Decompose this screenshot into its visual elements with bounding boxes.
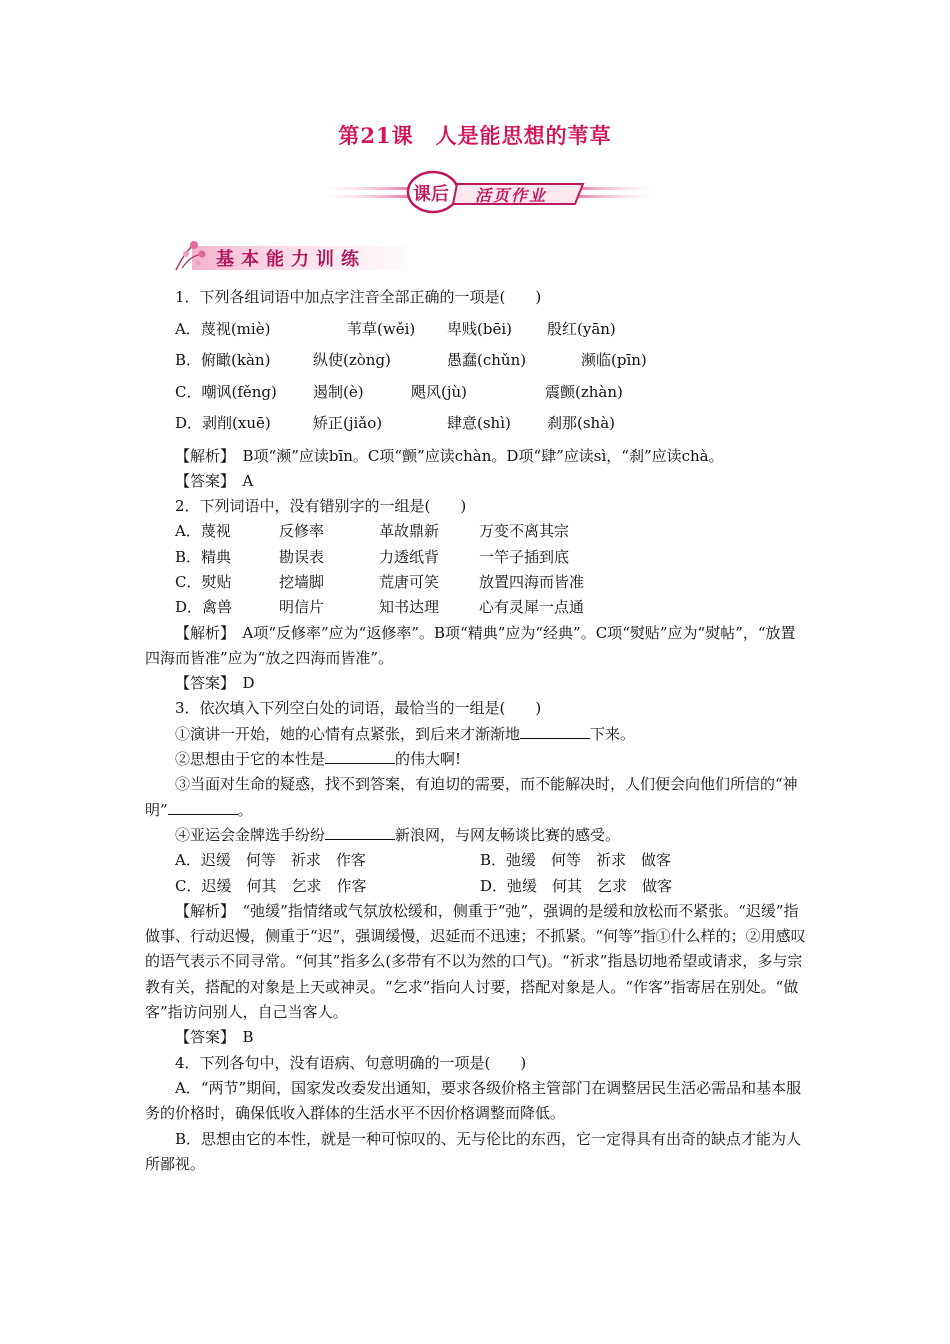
question-4-option-a: A．“两节”期间，国家发改委发出通知，要求各级价格主管部门在调整居民生活必需品和基本服务的价格时，确保低收入群体的生活水平不因价格调整而降低。	[145, 1078, 802, 1123]
question-3-options-ab: A．迟缓 何等 祈求 作客 B．弛缓 何等 祈求 做客	[175, 851, 672, 870]
question-3-sentence-4: ④亚运会金牌选手纷纷 新浪网，与网友畅谈比赛的感受。	[175, 825, 621, 844]
section-header	[172, 238, 412, 274]
question-3-options-cd: C．迟缓 何其 乞求 作客 D．弛缓 何其 乞求 做客	[175, 876, 673, 895]
question-4-option-b: B．思想由它的本性，就是一种可惊叹的、无与伦比的东西，它一定得具有出奇的缺点才能为人所鄙视。	[145, 1129, 802, 1173]
fill-blank	[168, 800, 238, 815]
question-3-sentence-2: ②思想由于它的本性是 的伟大啊!	[175, 750, 462, 769]
question-3-analysis: 【解析】 “弛缓”指情绪或气氛放松缓和，侧重于“弛”，强调的是缓和放松而不紧张。“迟缓”指做事、行动迟慢，侧重于“迟”，强调缓慢，迟延而不迅速；不抓紧。“何等”指①什么样的；②用感叹的语气表示不同寻常。“何其”指多么(多带有不以为然的口气)。“祈求”指恳切地希望或请求，多与宗教有关，搭配的对象是上天或神灵。“乞求”指向人讨要，搭配对象是人。“作客”指寄居在别处。“做客”指访问别人，自己当客人。	[145, 901, 806, 1022]
question-1-stem: 1．下列各组词语中加点字注音全部正确的一项是( )	[175, 288, 542, 306]
question-1-option-a: A．蔑视(miè) 苇草(wěi) 卑贱(bēi) 殷红(yān)	[175, 319, 616, 338]
exercise-content	[145, 282, 810, 1177]
fill-blank	[325, 825, 395, 840]
question-2-option-b: B．精典 勘误表 力透纸背 一竿子插到底	[175, 547, 570, 566]
question-2-option-d: D．禽兽 明信片 知书达理 心有灵犀一点通	[175, 598, 585, 617]
question-1-option-b: B．俯瞰(kàn) 纵使(zòng) 愚蠢(chǔn) 濒临(pīn)	[175, 351, 647, 369]
question-1-option-d: D．剥削(xuē) 矫正(jiǎo) 肆意(shì) 刹那(shà)	[175, 414, 616, 432]
banner-left-text: 课后	[413, 184, 449, 205]
question-1-analysis: 【解析】 B项“濒”应读bīn。C项“颤”应读chàn。D项“肆”应读sì，“刹”应读chà。	[175, 446, 724, 465]
page-title: 第21课 人是能思想的苇草	[338, 123, 612, 148]
question-3-answer: 【答案】 B	[175, 1028, 254, 1047]
question-3-sentence-3: ③当面对生命的疑惑，找不到答案，有迫切的需要，而不能解决时，人们便会向他们所信的“神明” 。	[145, 775, 798, 819]
question-2-answer: 【答案】 D	[175, 674, 255, 693]
question-2-analysis: 【解析】 A项“反修率”应为“返修率”。B项“精典”应为“经典”。C项“熨贴”应为“熨帖”，“放置四海而皆准”应为“放之四海而皆准”。	[145, 623, 796, 667]
fill-blank	[325, 749, 395, 764]
question-2-stem: 2．下列词语中，没有错别字的一组是( )	[175, 497, 467, 516]
question-3-stem: 3．依次填入下列空白处的词语，最恰当的一组是( )	[175, 699, 542, 718]
question-4-stem: 4．下列各句中，没有语病、句意明确的一项是( )	[175, 1053, 527, 1072]
question-1-option-c: C．嘲讽(fěng) 遏制(è) 飓风(jù) 震颤(zhàn)	[175, 382, 623, 401]
fill-blank	[520, 724, 590, 739]
banner-right-text: 活页作业	[475, 186, 548, 205]
question-3-sentence-1: ①演讲一开始，她的心情有点紧张，到后来才渐渐地 下来。	[175, 724, 636, 743]
question-2-option-c: C．熨贴 挖墙脚 荒唐可笑 放置四海而皆准	[175, 572, 585, 591]
question-1-answer: 【答案】 A	[175, 471, 254, 490]
section-title: 基本能力训练	[216, 249, 366, 270]
homework-banner	[325, 170, 655, 216]
question-2-option-a: A．蔑视 反修率 革故鼎新 万变不离其宗	[175, 522, 570, 541]
